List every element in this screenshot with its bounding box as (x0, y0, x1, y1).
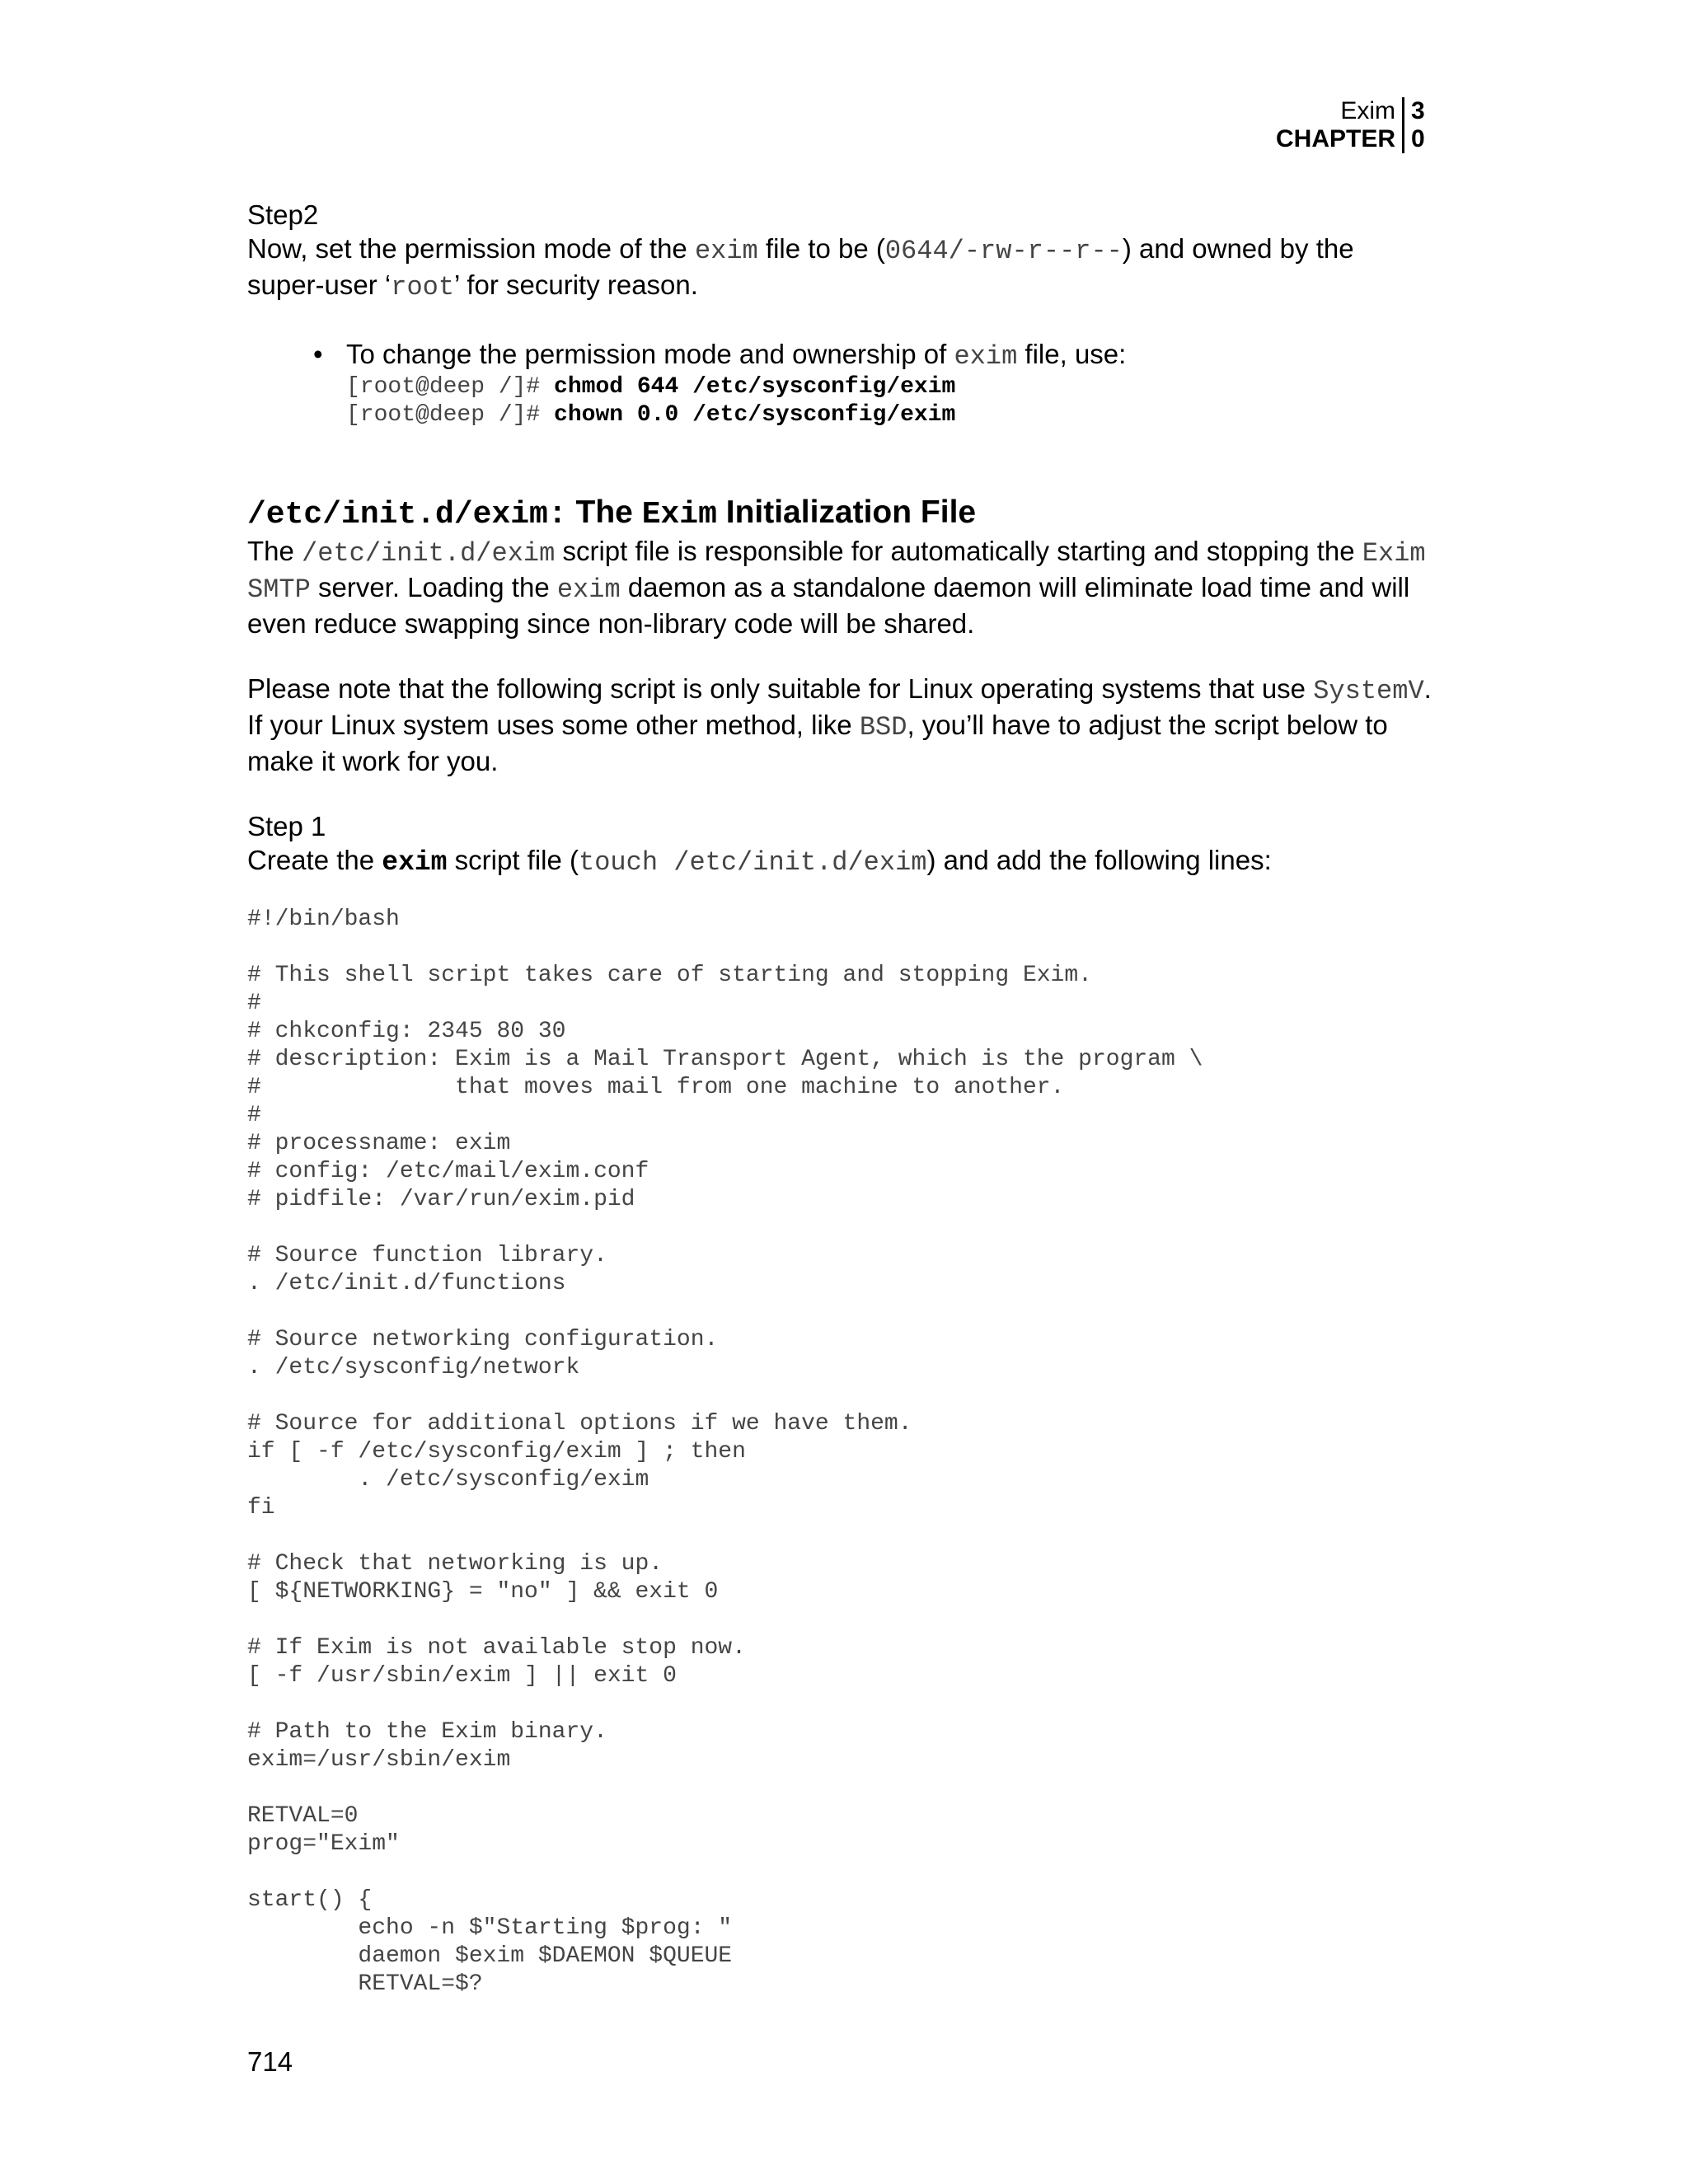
inline-code: exim (556, 574, 621, 605)
shell-prompt: [root@deep /]# (346, 374, 555, 400)
text-run: file, use: (1017, 339, 1127, 369)
inline-code: Exim SMTP (247, 538, 1426, 605)
text-run: Please note that the following script is only suitable for Linux operating systems that use (247, 673, 1314, 704)
inline-code: exim (694, 236, 758, 266)
inline-code: SystemV (1313, 676, 1424, 706)
page-content (247, 198, 1434, 1999)
bullet-icon: • (313, 339, 323, 369)
intro-paragraph (247, 534, 1434, 640)
shell-command: chmod 644 /etc/sysconfig/exim (554, 374, 956, 400)
chapter-label: CHAPTER (1275, 125, 1395, 152)
text-run: ’ for security reason. (454, 269, 698, 300)
shell-command: chown 0.0 /etc/sysconfig/exim (554, 402, 956, 428)
command-line (346, 401, 1434, 429)
inline-code: /etc/init.d/exim (302, 538, 556, 569)
heading-code: Exim (641, 497, 717, 532)
chapter-number-digit-2: 0 (1411, 125, 1425, 152)
chapter-title: Exim (1340, 97, 1395, 124)
heading-text: The (566, 494, 642, 530)
text-run: . If your Linux system uses some other method, like (247, 673, 1432, 740)
note-paragraph (247, 672, 1434, 778)
text-run: , you’ll have to adjust the script below to make it work for you. (247, 710, 1388, 776)
page-number: 714 (247, 2046, 293, 2077)
heading-text: Initialization File (716, 494, 977, 530)
chapter-heading (1276, 97, 1402, 153)
inline-code: root (391, 272, 455, 302)
step1-label: Step 1 (247, 811, 326, 841)
text-run: daemon as a standalone daemon will eliminate load time and will even reduce swapping since non-library code will be shared. (247, 572, 1410, 639)
inline-code: BSD (859, 712, 907, 743)
chapter-number-digit-1: 3 (1411, 97, 1425, 124)
shell-prompt: [root@deep /]# (346, 402, 555, 428)
text-run: ) and owned by the super-user ‘ (247, 233, 1354, 300)
section-heading (247, 494, 1434, 534)
text-run: Now, set the permission mode of the (247, 233, 695, 264)
text-run: To change the permission mode and ownership of (346, 339, 954, 369)
inline-code: touch /etc/init.d/exim (579, 847, 927, 878)
text-run: script file is responsible for automatically starting and stopping the (555, 536, 1362, 566)
command-line (346, 373, 1434, 401)
bullet-item (247, 337, 1434, 429)
chapter-number (1404, 97, 1429, 153)
text-run: The (247, 536, 302, 566)
inline-code: exim (382, 847, 448, 878)
step1-paragraph (247, 843, 1434, 879)
bullet-text (346, 337, 1434, 373)
text-run: file to be ( (757, 233, 885, 264)
heading-code: /etc/init.d/exim: (247, 497, 567, 532)
step2-label: Step2 (247, 199, 319, 230)
text-run: server. Loading the (310, 572, 557, 602)
text-run: ) and add the following lines: (926, 845, 1272, 875)
inline-code: 0644/-rw-r--r-- (884, 236, 1123, 266)
step2-paragraph (247, 232, 1434, 304)
text-run: Create the (247, 845, 382, 875)
script-code-block: #!/bin/bash # This shell script takes care of starting and stopping Exim. # # chkconfig: 2345 80 30 # description: Exim is a Mail Transport Agent, which is the program \ # that moves mail from one machine to another. # # processname: exim # config: /etc/mail/exim.conf # pidfile: /var/run/exim.pid # Source function library. . /etc/init.d/functions # Source networking configuration. . /etc/sysconfig/network # Source for additional options if we have them. if [ -f /etc/sysconfig/exim ] ; then . /etc/sysconfig/exim fi # Check that networking is up. [ ${NETWORKING} = "no" ] && exit 0 # If Exim is not available stop now. [ -f /usr/sbin/exim ] || exit 0 # Path to the Exim binary. exim=/usr/sbin/exim RETVAL=0 prog="Exim" start() { echo -n $"Starting $prog: " daemon $exim $DAEMON $QUEUE RETVAL=$? (247, 907, 1203, 1997)
inline-code: exim (954, 341, 1018, 372)
running-header (1276, 97, 1429, 153)
text-run: script file ( (447, 845, 579, 875)
